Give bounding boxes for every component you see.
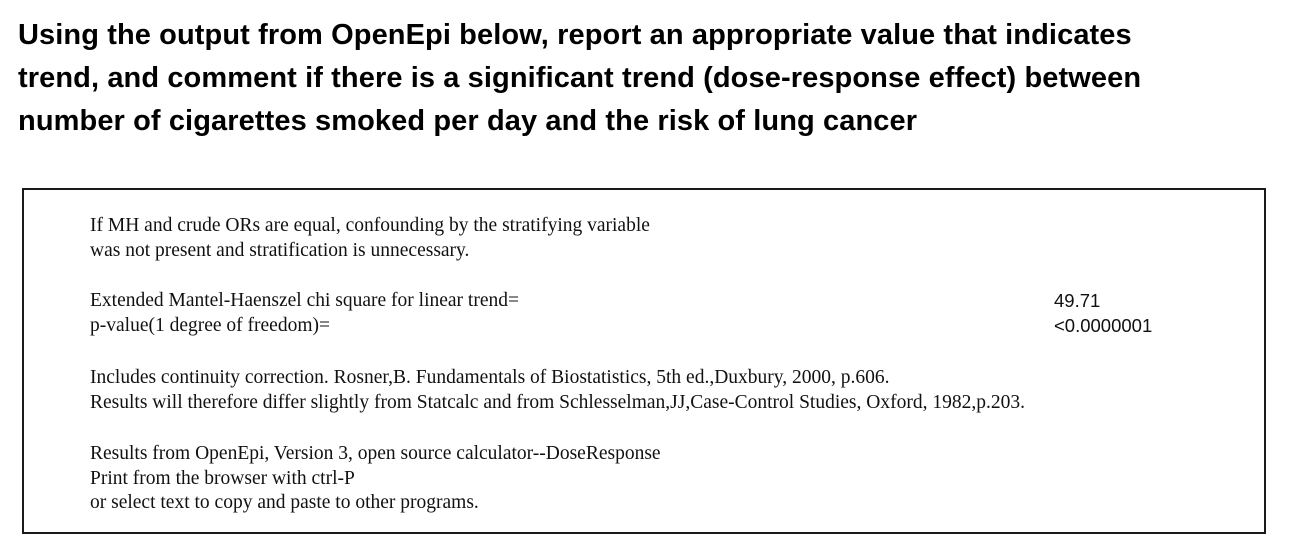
source-note: [90, 442, 661, 516]
source-note-line-1: Results from OpenEpi, Version 3, open source calculator--DoseResponse: [90, 443, 661, 464]
continuity-correction-line-2: Results will therefore differ slightly from Statcalc and from Schlesselman,JJ,Case-Control Studies, Oxford, 1982,p.203.: [90, 391, 1025, 413]
p-value-label: p-value(1 degree of freedom)=: [90, 314, 330, 336]
question-line-3: number of cigarettes smoked per day and the risk of lung cancer: [18, 105, 918, 137]
chi-square-value: 49.71: [1054, 290, 1101, 311]
question-line-2: trend, and comment if there is a significant trend (dose-response effect) between: [18, 62, 1142, 94]
p-value-value: <0.0000001: [1054, 315, 1153, 336]
trend-test-labels: [90, 289, 519, 338]
continuity-correction-line-1: Includes continuity correction. Rosner,B. Fundamentals of Biostatistics, 5th ed.,Duxbury, 2000, p.606.: [90, 367, 890, 388]
question-text: [18, 14, 1288, 143]
openepi-output-box: [22, 188, 1266, 534]
continuity-correction-note: [90, 366, 1025, 415]
confounding-note: [90, 214, 650, 263]
confounding-note-line-1: If MH and crude ORs are equal, confounding by the stratifying variable: [90, 215, 650, 236]
source-note-line-2: Print from the browser with ctrl-P: [90, 467, 355, 489]
question-line-1: Using the output from OpenEpi below, report an appropriate value that indicates: [18, 19, 1132, 51]
confounding-note-line-2: was not present and stratification is unnecessary.: [90, 239, 470, 261]
source-note-line-3: or select text to copy and paste to other programs.: [90, 492, 479, 513]
chi-square-label: Extended Mantel-Haenszel chi square for linear trend=: [90, 290, 519, 311]
